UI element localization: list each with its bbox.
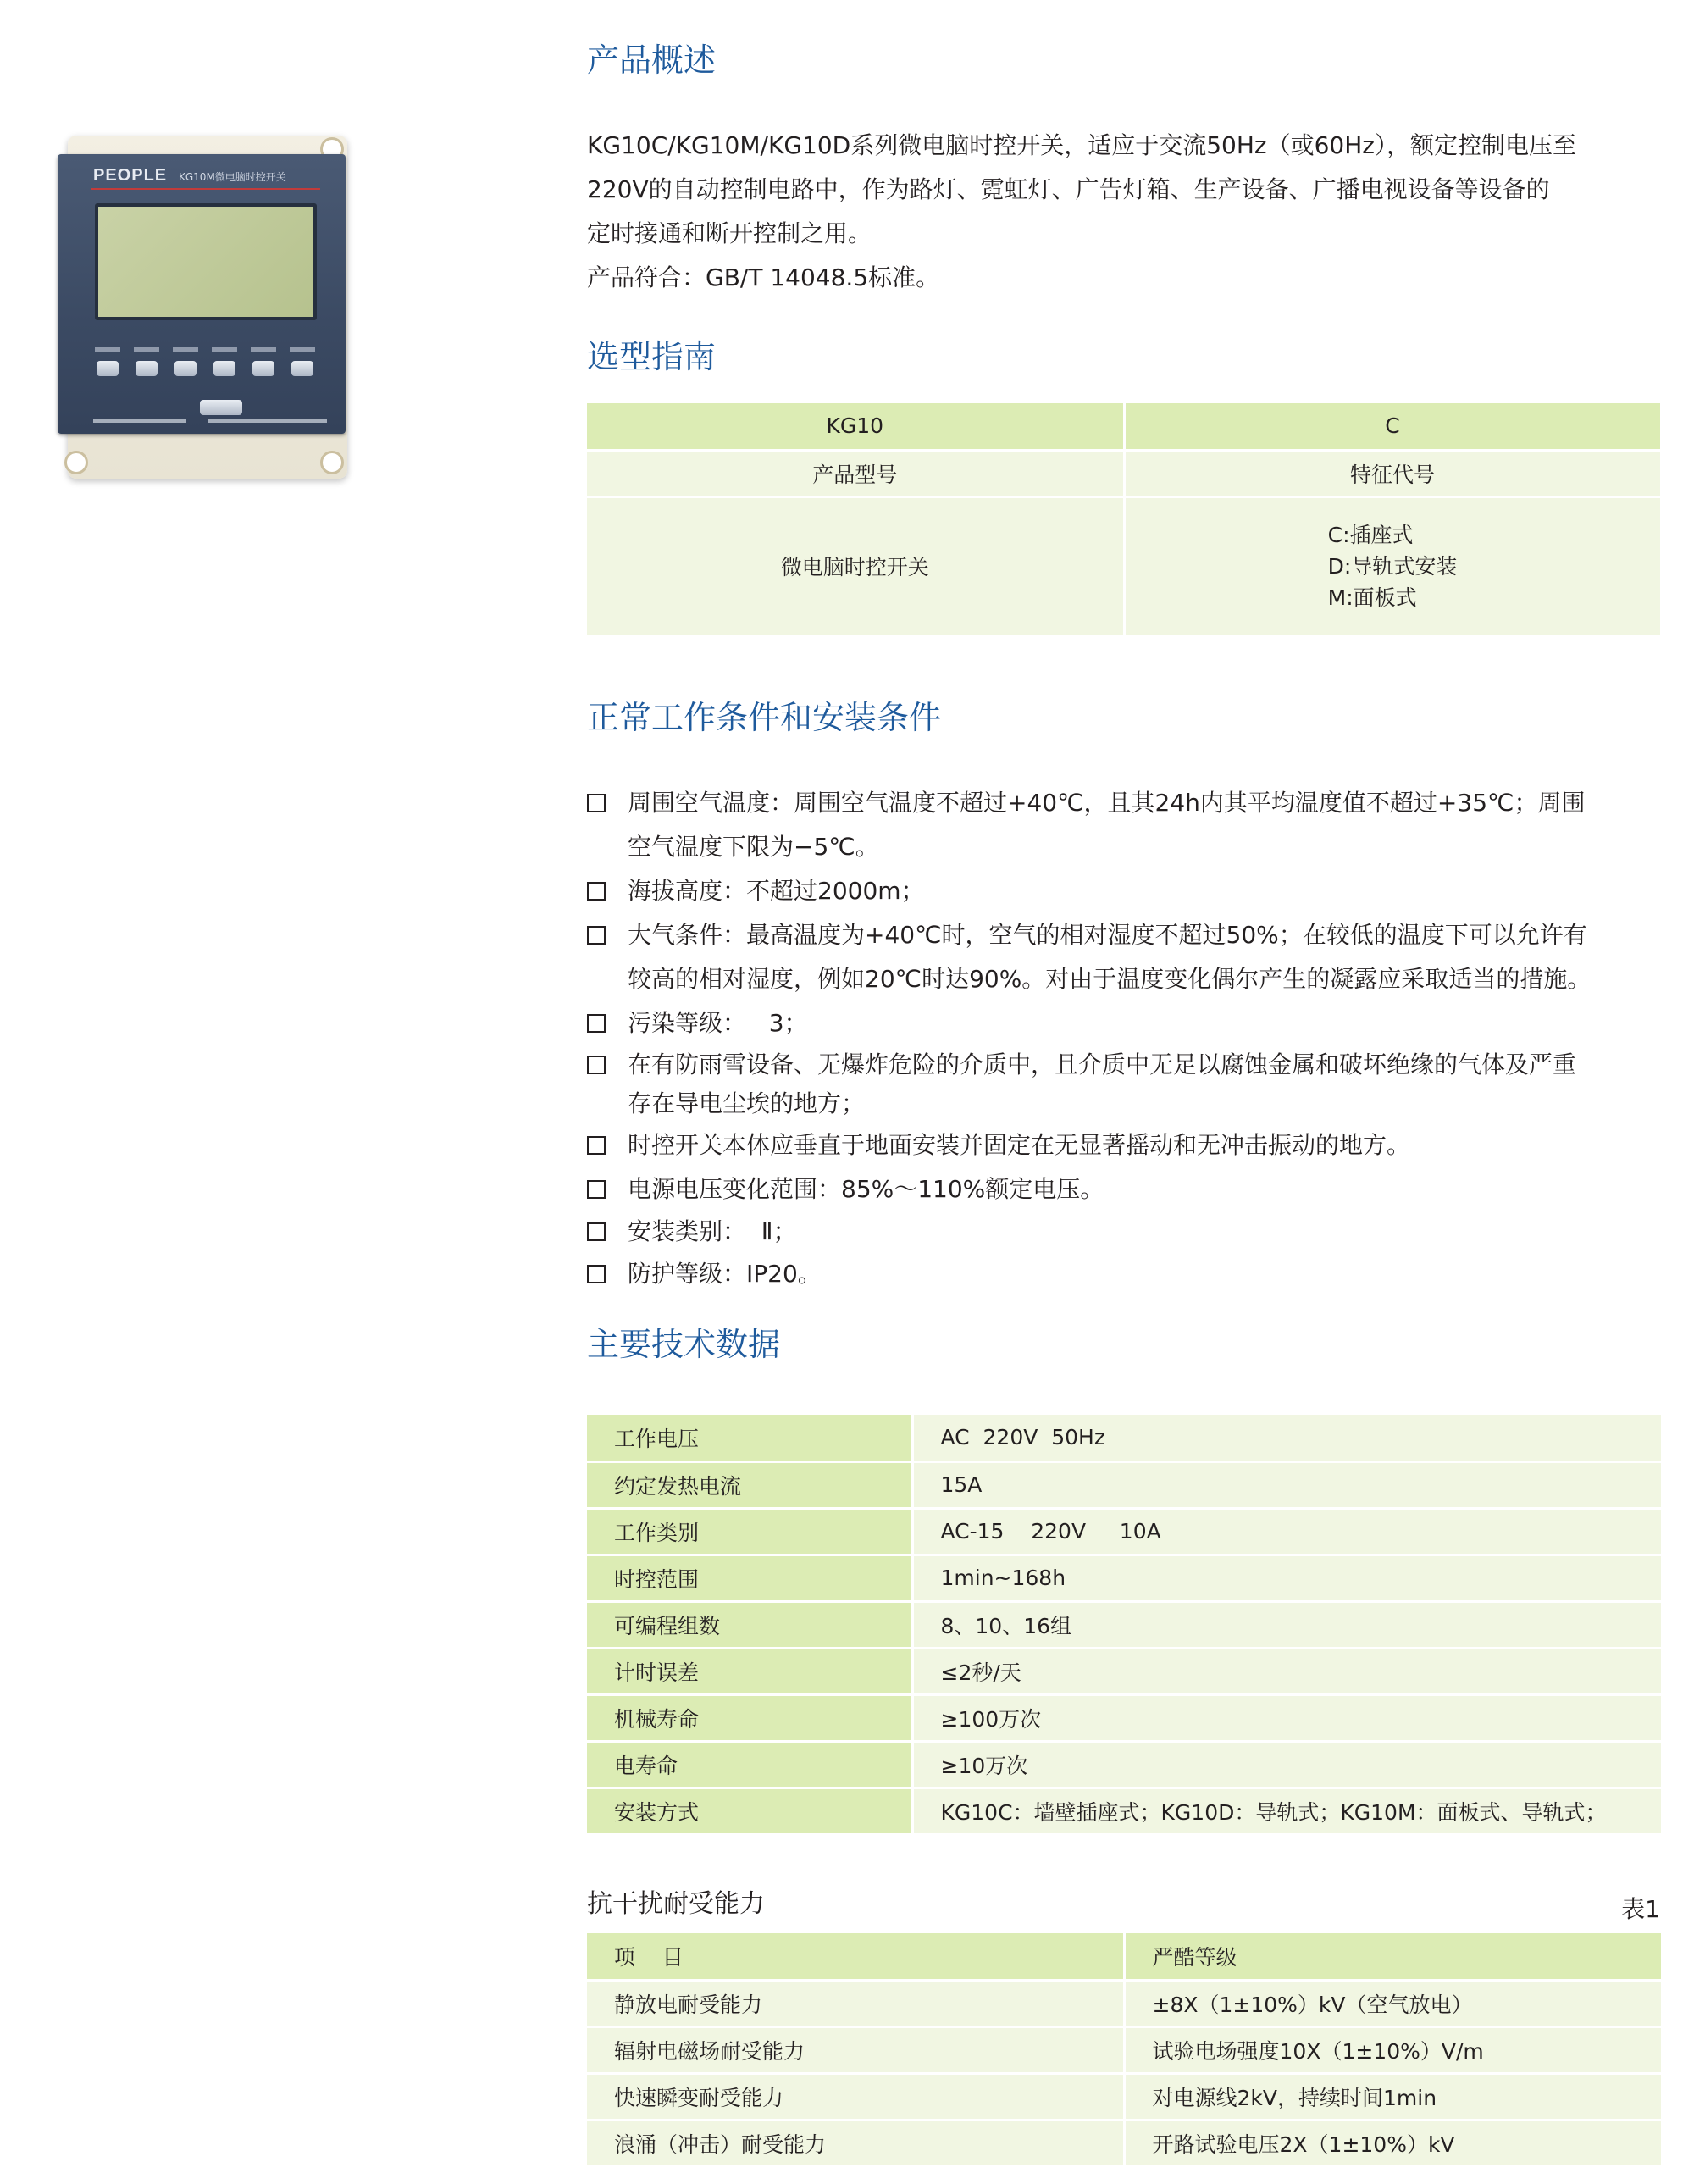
spec-row: 电寿命 ≥10万次: [587, 1741, 1661, 1788]
selection-table: [587, 403, 1663, 637]
feature-option: C:插座式: [1327, 522, 1414, 547]
condition-item: 污染等级： 3；: [587, 1001, 1688, 1045]
checkbox-icon: [587, 1014, 606, 1033]
specs-table: [587, 1415, 1661, 1836]
checkbox-icon: [587, 794, 606, 812]
selection-heading: 选型指南: [587, 338, 717, 375]
device-button: [252, 361, 274, 376]
overview-line: 定时接通和断开控制之用。: [587, 219, 872, 247]
emc-table: [587, 1933, 1661, 2168]
emc-row: 快速瞬变耐受能力 对电源线2kV，持续时间1min: [587, 2073, 1661, 2120]
overview-text: [587, 124, 1680, 300]
emc-row: 浪涌（冲击）耐受能力 开路试验电压2X（1±10%）kV: [587, 2120, 1661, 2166]
condition-item: 安装类别： Ⅱ；: [587, 1211, 1688, 1252]
overview-line: KG10C/KG10M/KG10D系列微电脑时控开关，适应于交流50Hz（或60Hz），额定控制电压至: [587, 131, 1576, 159]
spec-row: 时控范围 1min~168h: [587, 1555, 1661, 1601]
emc-row: 辐射电磁场耐受能力 试验电场强度10X（1±10%）V/m: [587, 2026, 1661, 2073]
emc-col-level: 严酷等级: [1124, 1933, 1661, 1980]
spec-row: 可编程组数 8、10、16组: [587, 1601, 1661, 1648]
spec-row: 约定发热电流 15A: [587, 1461, 1661, 1508]
device-brand: PEOPLE: [93, 166, 168, 185]
feature-code: C: [1124, 403, 1661, 450]
condition-item: 大气条件：最高温度为+40℃时，空气的相对湿度不超过50%；在较低的温度下可以允许有 较高的相对湿度，例如20℃时达90%。对由于温度变化偶尔产生的凝露应采取适当的措施。: [587, 913, 1688, 1001]
selection-desc-row: [587, 496, 1661, 635]
spec-row: 安装方式 KG10C：墙壁插座式；KG10D：导轨式；KG10M：面板式、导轨式；: [587, 1788, 1661, 1834]
conditions-list: [587, 781, 1688, 1296]
mount-hole: [320, 451, 344, 474]
emc-row: 静放电耐受能力 ±8X（1±10%）kV（空气放电）: [587, 1980, 1661, 2026]
product-photo: [58, 129, 356, 483]
device-front-panel: [58, 154, 346, 434]
condition-item: 防护等级：IP20。: [587, 1252, 1688, 1296]
device-button: [136, 361, 158, 376]
spec-row: 工作电压 AC 220V 50Hz: [587, 1415, 1661, 1461]
checkbox-icon: [587, 1265, 606, 1283]
condition-item: 在有防雨雪设备、无爆炸危险的介质中，且介质中无足以腐蚀金属和破坏绝缘的气体及严重 存在导电尘埃的地方；: [587, 1045, 1688, 1123]
device-button: [291, 361, 313, 376]
feature-options: [1124, 496, 1661, 635]
device-lcd: [95, 203, 317, 320]
spec-row: 工作类别 AC-15 220V 10A: [587, 1508, 1661, 1555]
checkbox-icon: [587, 1056, 606, 1074]
feature-option: M:面板式: [1327, 585, 1417, 610]
device-button: [97, 361, 119, 376]
condition-item: 海拔高度：不超过2000m；: [587, 869, 1688, 913]
conditions-heading: 正常工作条件和安装条件: [587, 699, 942, 736]
model-desc: 微电脑时控开关: [587, 496, 1124, 635]
feature-option: D:导轨式安装: [1327, 553, 1458, 579]
model-code: KG10: [587, 403, 1124, 450]
overview-standard: 产品符合：GB/T 14048.5标准。: [587, 263, 940, 291]
device-button: [174, 361, 197, 376]
overview-line: 220V的自动控制电路中，作为路灯、霓虹灯、广告灯箱、生产设备、广播电视设备等设备的: [587, 175, 1550, 203]
checkbox-icon: [587, 1180, 606, 1199]
condition-item: 时控开关本体应垂直于地面安装并固定在无显著摇动和无冲击振动的地方。: [587, 1123, 1688, 1167]
checkbox-icon: [587, 926, 606, 945]
device-switch: [200, 400, 242, 415]
emc-title: 抗干扰耐受能力: [587, 1889, 765, 1919]
table-number: 表1: [1621, 1895, 1660, 1923]
spec-row: 机械寿命 ≥100万次: [587, 1694, 1661, 1741]
emc-col-item: 项 目: [587, 1933, 1124, 1980]
checkbox-icon: [587, 882, 606, 901]
checkbox-icon: [587, 1136, 606, 1155]
mount-hole: [64, 451, 88, 474]
device-divider: [91, 188, 320, 190]
feature-label: 特征代号: [1124, 450, 1661, 496]
model-label: 产品型号: [587, 450, 1124, 496]
checkbox-icon: [587, 1222, 606, 1241]
selection-code-row: [587, 403, 1661, 450]
condition-item: 周围空气温度：周围空气温度不超过+40℃，且其24h内其平均温度值不超过+35℃；周围 空气温度下限为−5℃。: [587, 781, 1688, 869]
overview-heading: 产品概述: [587, 42, 717, 79]
condition-item: 电源电压变化范围：85%～110%额定电压。: [587, 1167, 1688, 1211]
device-button: [213, 361, 235, 376]
device-model: KG10M微电脑时控开关: [179, 171, 286, 183]
selection-label-row: [587, 450, 1661, 496]
specs-heading: 主要技术数据: [587, 1326, 781, 1363]
emc-header-row: [587, 1933, 1661, 1980]
spec-row: 计时误差 ≤2秒/天: [587, 1648, 1661, 1694]
